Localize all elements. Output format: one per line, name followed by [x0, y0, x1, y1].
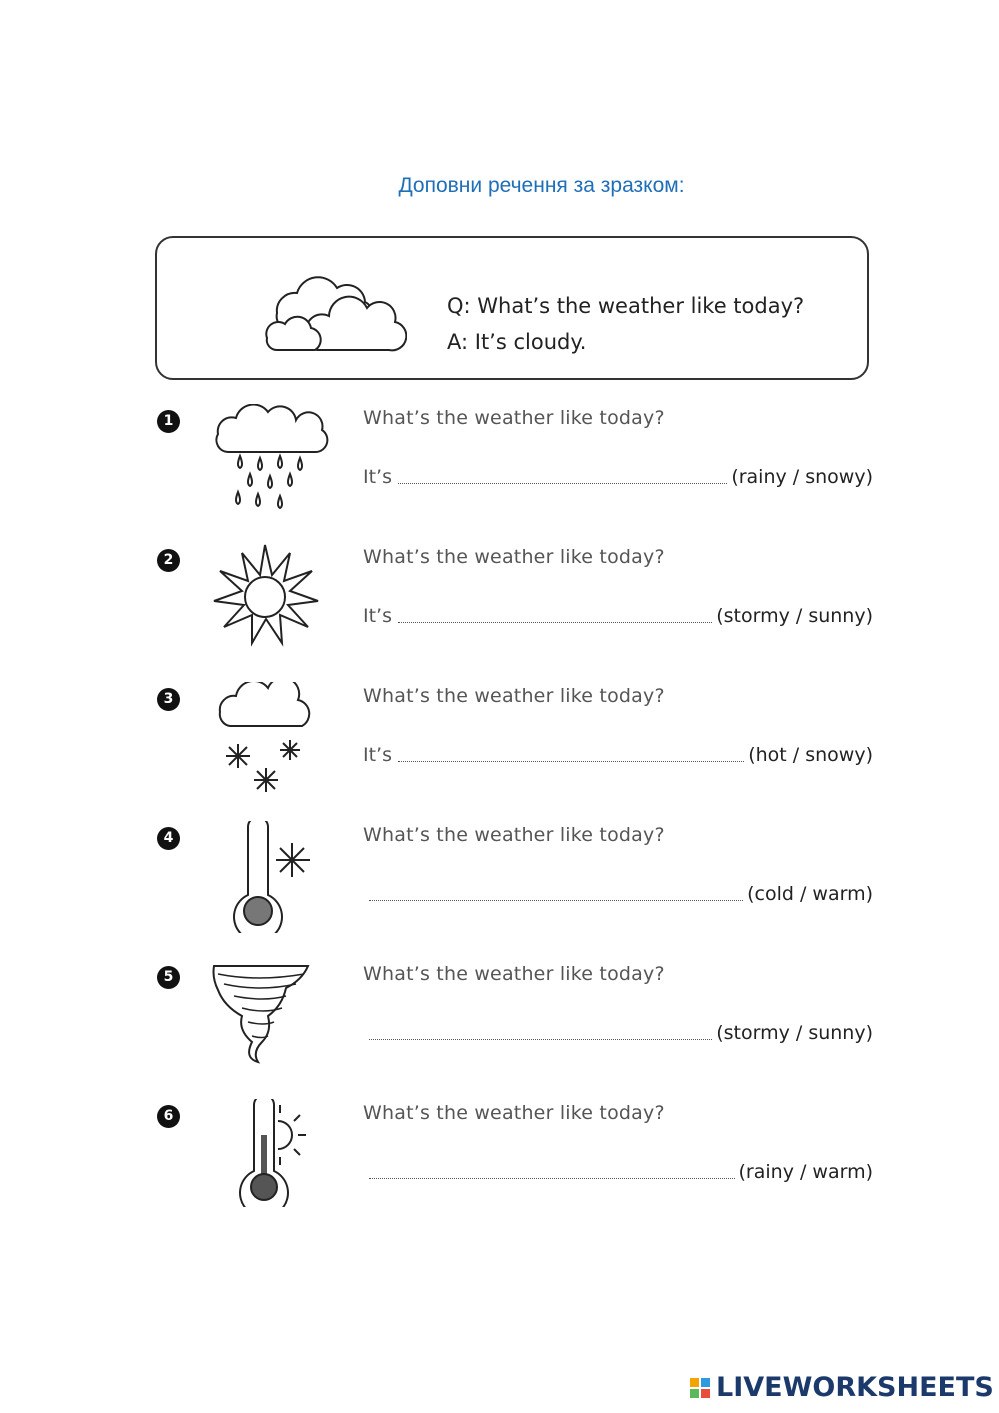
logo-square [690, 1378, 699, 1387]
question-text: What’s the weather like today? [363, 824, 665, 846]
answer-line [363, 462, 873, 488]
answer-choices: (stormy / sunny) [716, 1022, 873, 1044]
answer-blank[interactable] [398, 604, 712, 623]
brand-name: LIVEWORKSHEETS [716, 1372, 994, 1403]
item-number: 6 [157, 1105, 180, 1128]
answer-choices: (rainy / snowy) [731, 466, 873, 488]
logo-square [701, 1378, 710, 1387]
cold-thermometer-icon [210, 821, 320, 933]
question-text: What’s the weather like today? [363, 407, 665, 429]
question-text: What’s the weather like today? [363, 546, 665, 568]
example-answer: A: It’s cloudy. [447, 330, 587, 354]
rain-cloud-icon [210, 404, 330, 519]
answer-line [363, 601, 873, 627]
logo-square [701, 1389, 710, 1398]
answer-line [363, 1157, 873, 1183]
answer-prefix: It’s [363, 744, 392, 766]
exercise-item-6 [0, 1099, 999, 1229]
example-question: Q: What’s the weather like today? [447, 294, 805, 318]
item-number: 3 [157, 688, 180, 711]
answer-blank[interactable] [369, 882, 743, 901]
answer-line [363, 879, 873, 905]
tornado-icon [210, 960, 315, 1065]
answer-prefix: It’s [363, 466, 392, 488]
answer-line [363, 1018, 873, 1044]
example-box [155, 236, 869, 380]
exercise-item-3 [0, 682, 999, 812]
question-text: What’s the weather like today? [363, 963, 665, 985]
snow-cloud-icon [210, 682, 320, 797]
exercise-item-4 [0, 821, 999, 951]
answer-choices: (rainy / warm) [738, 1161, 873, 1183]
item-number: 4 [157, 827, 180, 850]
exercise-item-5 [0, 960, 999, 1090]
answer-prefix: It’s [363, 605, 392, 627]
cloud-icon [262, 268, 407, 363]
instruction-title: Доповни речення за зразком: [398, 174, 685, 197]
answer-choices: (stormy / sunny) [716, 605, 873, 627]
answer-choices: (hot / snowy) [748, 744, 873, 766]
logo-icon [690, 1378, 710, 1398]
brand-logo [690, 1372, 994, 1403]
question-text: What’s the weather like today? [363, 1102, 665, 1124]
logo-square [690, 1389, 699, 1398]
answer-blank[interactable] [369, 1160, 735, 1179]
item-number: 5 [157, 966, 180, 989]
item-number: 2 [157, 549, 180, 572]
exercise-item-1 [0, 404, 999, 534]
question-text: What’s the weather like today? [363, 685, 665, 707]
answer-blank[interactable] [398, 465, 727, 484]
warm-thermometer-icon [210, 1099, 320, 1207]
answer-blank[interactable] [398, 743, 744, 762]
answer-line [363, 740, 873, 766]
item-number: 1 [157, 410, 180, 433]
answer-choices: (cold / warm) [747, 883, 873, 905]
exercise-item-2 [0, 543, 999, 673]
sun-icon [210, 543, 320, 648]
answer-blank[interactable] [369, 1021, 712, 1040]
